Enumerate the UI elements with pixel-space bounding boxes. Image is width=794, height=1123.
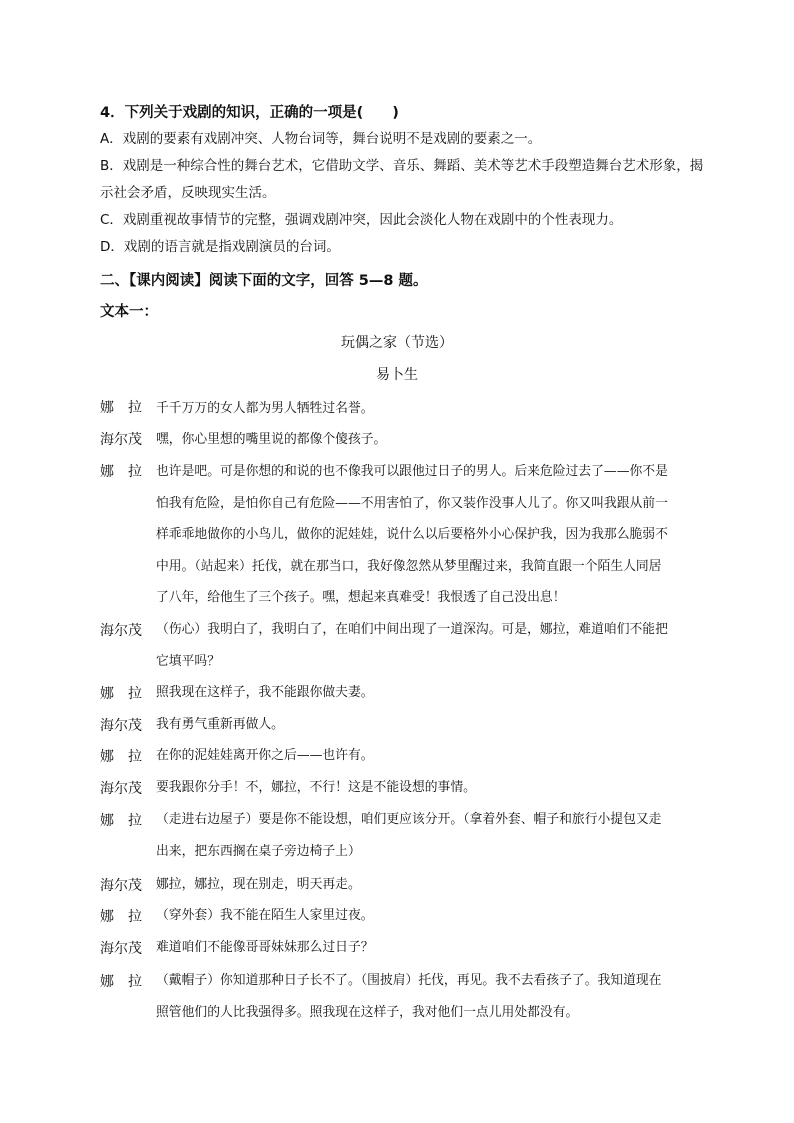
speaker-helmer: 海尔茂 [100, 432, 142, 448]
speech-text: 照我现在这样子，我不能跟你做夫妻。 [156, 685, 374, 700]
play-title: 玩偶之家（节选） [341, 335, 453, 351]
speaker-nora: 娜拉 [100, 400, 156, 416]
speaker-helmer: 海尔茂 [100, 878, 142, 894]
speech-text: 我有勇气重新再做人。 [156, 717, 284, 732]
play-author: 易卜生 [376, 367, 418, 383]
option-b: B．戏剧是一种综合性的舞台艺术，它借助文学、音乐、舞蹈、美术等艺术手段塑造舞台艺术形象，揭 [100, 158, 704, 174]
speech-text: 也许是吧。可是你想的和说的也不像我可以跟他过日子的男人。后来危险过去了——你不是 怕我有危险，是怕你自己有危险——不用害怕了，你又装作没事人儿了。你又叫我跟从前一 样乖乖地做你的小鸟儿，做你的泥娃娃，说什么以后要格外小心保护我，因为我那么脆弱不 中用。（站起来）托伐，就在那当口，我好像忽然从梦里醒过来，我简直跟一个陌生人同居 了八年，给他生了三个孩子。嘿，想起来真难受！我恨透了自己没出息！ [156, 464, 668, 605]
question-4-title: 4．下列关于戏剧的知识，正确的一项是( ) [100, 105, 399, 121]
speech-text: 嘿，你心里想的嘴里说的都像个傻孩子。 [156, 432, 387, 447]
speaker-nora: 娜拉 [100, 909, 156, 925]
option-a: A．戏剧的要素有戏剧冲突、人物台词等，舞台说明不是戏剧的要素之一。 [100, 131, 542, 147]
speaker-nora: 娜拉 [100, 749, 156, 765]
option-c: C．戏剧重视故事情节的完整，强调戏剧冲突，因此会淡化人物在戏剧中的个性表现力。 [100, 212, 623, 228]
speaker-helmer: 海尔茂 [100, 718, 142, 734]
speaker-nora: 娜拉 [100, 686, 156, 702]
speaker-nora: 娜拉 [100, 974, 156, 990]
option-b-continued: 示社会矛盾，反映现实生活。 [100, 185, 276, 201]
speech-text: 难道咱们不能像哥哥妹妹那么过日子？ [156, 940, 374, 955]
speech-text: （戴帽子）你知道那种日子长不了。（围披肩）托伐，再见。我不去看孩子了。我知道现在 照管他们的人比我强得多。照我现在这样子，我对他们一点儿用处都没有。 [156, 973, 662, 1020]
speech-text: 千千万万的女人都为男人牺牲过名誉。 [156, 401, 374, 416]
speech-text: 要我跟你分手！不，娜拉，不行！这是不能设想的事情。 [156, 780, 476, 795]
speech-text: （走进右边屋子）要是你不能设想，咱们更应该分开。（拿着外套、帽子和旅行小提包又走 出来，把东西搁在桌子旁边椅子上） [156, 812, 662, 859]
speaker-helmer: 海尔茂 [100, 941, 142, 957]
speech-text: 娜拉，娜拉，现在别走，明天再走。 [156, 877, 361, 892]
speaker-nora: 娜拉 [100, 464, 156, 480]
section-heading: 二、【课内阅读】阅读下面的文字，回答 5—8 题。 [100, 273, 428, 289]
text-one-label: 文本一： [100, 304, 158, 320]
speaker-helmer: 海尔茂 [100, 781, 142, 797]
option-d: D．戏剧的语言就是指戏剧演员的台词。 [100, 239, 340, 255]
speaker-helmer: 海尔茂 [100, 623, 142, 639]
speech-text: （伤心）我明白了，我明白了，在咱们中间出现了一道深沟。可是，娜拉，难道咱们不能把 它填平吗？ [156, 622, 668, 669]
speaker-nora: 娜拉 [100, 813, 156, 829]
speech-text: 在你的泥娃娃离开你之后——也许有。 [156, 748, 374, 763]
speech-text: （穿外套）我不能在陌生人家里过夜。 [156, 908, 374, 923]
